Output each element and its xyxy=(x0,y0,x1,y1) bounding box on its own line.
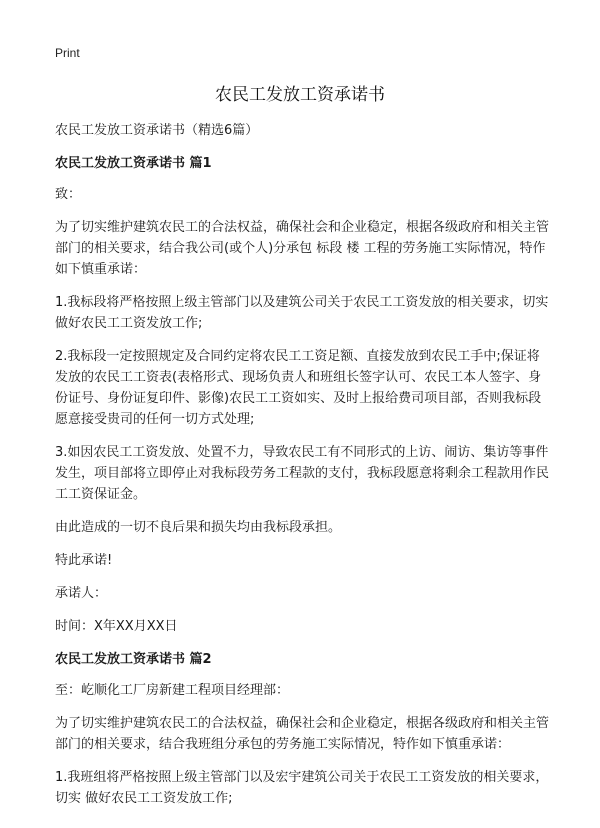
section-2-intro: 为了切实维护建筑农民工的合法权益，确保社会和企业稳定，根据各级政府和相关主管部门的相关要求，结合我班组分承包的劳务施工实际情况，特作如下慎重承诺： xyxy=(55,716,550,752)
section-1-intro: 为了切实维护建筑农民工的合法权益，确保社会和企业稳定，根据各级政府和相关主管部门的相关要求，结合我公司(或个人)分承包 标段 楼 工程的劳务施工实际情况，特作如下慎重承诺： xyxy=(55,220,550,277)
section-1-item-1: 1.我标段将严格按照上级主管部门以及建筑公司关于农民工工资发放的相关要求，切实做好农民工工资发放工作; xyxy=(55,295,549,331)
section-1-time: 时间：X年XX月XX日 xyxy=(55,619,178,634)
section-2-salutation: 至：屹顺化工厂房新建工程项目经理部： xyxy=(55,683,290,698)
document-subtitle: 农民工发放工资承诺书（精选6篇） xyxy=(55,123,259,138)
section-2-item-1: 1.我班组将严格按照上级主管部门以及宏宇建筑公司关于农民工工资发放的相关要求，切实 做好农民工工资发放工作; xyxy=(55,770,549,806)
section-2-heading: 农民工发放工资承诺书 篇2 xyxy=(55,652,212,667)
page-title: 农民工发放工资承诺书 xyxy=(215,85,385,105)
section-1-consequence: 由此造成的一切不良后果和损失均由我标段承担。 xyxy=(55,520,342,535)
section-1-closing: 特此承诺! xyxy=(55,553,113,568)
section-1-item-3: 3.如因农民工工资发放、处置不力，导致农民工有不同形式的上访、闹访、集访等事件发生，项目部将立即停止对我标段劳务工程款的支付，我标段愿意将剩余工程款用作民工工资保证金。 xyxy=(55,445,550,502)
section-1-item-2: 2.我标段一定按照规定及合同约定将农民工工资足额、直接发放到农民工手中;保证将发放的农民工工资表(表格形式、现场负责人和班组长签字认可、农民工本人签字、身份证号、身份证复印件、影像)农民工工资如实、及时上报给费司项目部，否则我标段愿意接受贵司的任何一切方式处理; xyxy=(55,349,542,427)
print-label: Print xyxy=(55,46,80,60)
section-1-heading: 农民工发放工资承诺书 篇1 xyxy=(55,156,212,171)
document-body xyxy=(55,120,550,821)
section-1-salutation: 致： xyxy=(55,187,82,202)
section-1-promisor: 承诺人： xyxy=(55,586,108,601)
